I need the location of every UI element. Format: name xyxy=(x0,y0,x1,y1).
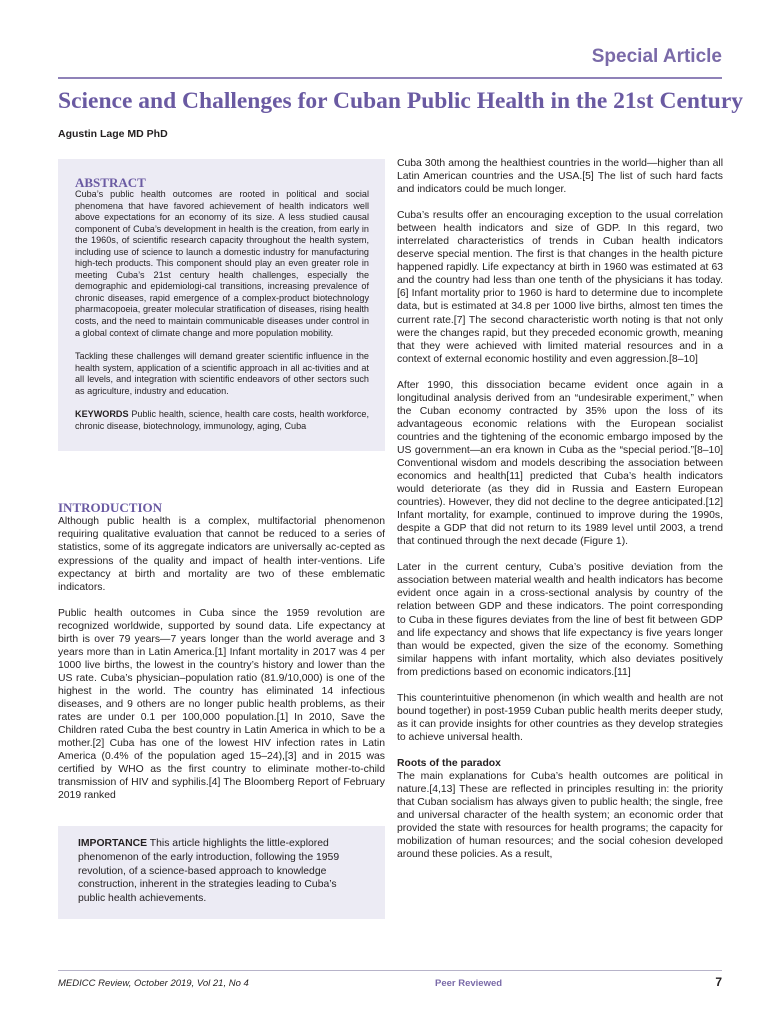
footer-peer-reviewed: Peer Reviewed xyxy=(435,978,503,989)
abstract-paragraph: Tackling these challenges will demand greater scientific influence in the health system, application of a scientific approach in all ac-tivities and at all levels, and integration with scientific endeavors of other sectors such as agriculture, industry and education. xyxy=(75,351,369,396)
body-paragraph: Cuba 30th among the healthiest countries in the world—higher than all Latin American countries and the USA.[5] The list of such hard facts and indicators could be much longer. xyxy=(397,158,723,196)
body-paragraph: This counterintuitive phenomenon (in which wealth and health are not bound together) in post-1959 Cuban public health merits deeper study, as it can provide insights for other countries as they develop strategies to achieve universal health. xyxy=(397,692,723,743)
left-column xyxy=(58,159,385,919)
footer-journal: MEDICC Review, October 2019, Vol 21, No 4 xyxy=(58,978,249,989)
keywords xyxy=(75,409,369,432)
importance-box xyxy=(58,826,385,919)
author-line: Agustin Lage MD PhD xyxy=(58,128,168,140)
section-label: Special Article xyxy=(591,46,722,67)
importance-body: This article highlights the little-explored phenomenon of the early introduction, following the 1959 revolution, of a science-based approach to knowledge construction, inherent in the strategies leading to Cuba’s public health achievements. xyxy=(78,838,340,904)
body-paragraph: Cuba’s results offer an encouraging exception to the usual correlation between health indicators and size of GDP. In this regard, two interrelated characteristics of trends in Cuban health indicators deserve special mention. The first is that changes in the health picture happened rapidly. Life expectancy at birth in 1960 was estimated at 63 and the country had less than one tenth of the physicians it has today.[6] Infant mortality prior to 1960 is hard to determine due to incomplete data, but is estimated at 34.8 per 1000 live births, almost ten times the current rate.[7] The second characteristic worth noting is that not only were the changes rapid, but they preceded economic growth, meaning that they were achieved with limited material resources and in a context of external economic hostility and even aggression.[8–10] xyxy=(397,210,723,365)
page-number: 7 xyxy=(715,975,722,989)
header-rule xyxy=(58,77,722,79)
intro-paragraph: Public health outcomes in Cuba since the 1959 revolution are recognized worldwide, supported by sound data. Life expectancy at birth is over 79 years—7 years longer than the world average and 3 years more than in Latin America.[1] Infant mortality in 2017 was 4 per 1000 live births, the lowest in the country’s history and lower than the US rate. Cuba’s physician–population ratio (81.9/10,000) is one of the highest in the world. The country has eliminated 14 infectious diseases, and 9 others are no longer public health problems, as their rates are under 0.1 per 100,000 population.[1] In 2010, Save the Children rated Cuba the best country in Latin America in which to be a mother.[2] Cuba has one of the lowest HIV infection rates in Latin America (0.4% of the population aged 15–24),[3] and in 2015 was certified by WHO as the first country to eliminate mother-to-child transmission of HIV and syphilis.[4] The Bloomberg Report of February 2019 ranked xyxy=(58,607,385,802)
roots-subheading: Roots of the paradox xyxy=(397,757,501,769)
right-column xyxy=(397,157,723,861)
introduction-heading: INTRODUCTION xyxy=(58,500,163,516)
abstract-heading: ABSTRACT xyxy=(75,175,146,190)
importance-text xyxy=(78,837,365,905)
article-title: Science and Challenges for Cuban Public Health in the 21st Century xyxy=(58,88,744,114)
keywords-text: Public health, science, health care costs, health workforce, chronic disease, biotechnology, immunology, aging, Cuba xyxy=(75,409,369,431)
body-paragraph: The main explanations for Cuba’s health outcomes are political in nature.[4,13] These are reflected in principles resulting in: the priority that Cuban socialism has always given to public health; the single, free and universal character of the health system; an economic order that provided the state with resources for health programs; the capacity for mobilization of human resources; and the social cohesion developed around these policies. As a result, xyxy=(397,770,723,861)
intro-paragraph: Although public health is a complex, multifactorial phenomenon requiring qualitative evaluation that cannot be reduced to a series of statistics, some of its aggregate indicators are universally ac-cepted as expressions of the quality and impact of health inter-ventions. Life expectancy at birth and mortality are two of these emblematic indicators. xyxy=(58,516,385,593)
abstract-box xyxy=(58,159,385,451)
importance-label: IMPORTANCE xyxy=(78,838,148,850)
body-paragraph: Later in the current century, Cuba’s positive deviation from the association between material wealth and health indicators has become evident once again in a cross-sectional analysis by country of the relation between GDP and these indicators. The point corresponding to Cuba in these figures deviates from the line of best fit between GDP and life expectancy and shows that life expectancy is five years longer than would be expected, given the size of the economy. Something similar happens with infant mortality, which also deviates positively from predictions based on economic indicators.[11] xyxy=(397,562,723,678)
footer-rule xyxy=(58,970,722,971)
abstract-paragraph: Cuba’s public health outcomes are rooted in political and social phenomena that have favored achievement of health indicators well above expectations for an economy of its size. A less studied causal component of Cuba’s development in health is the creation, from early in the 1960s, of scientific research capacity throughout the health system, including use of science to launch a domestic industry for manufacturing high-tech products. This component should play an even greater role in meeting Cuba’s 21st century health challenges, especially the demographic and epidemiologi-cal transitions, increasing prevalence of chronic diseases, rapid emergence of a complex-product biotechnology pharmacopoeia, greater molecular stratification of diseases, rising health costs, and the need to maintain communicable diseases under control in a global context of climate change and more population mobility. xyxy=(75,189,369,338)
body-paragraph: After 1990, this dissociation became evident once again in a longitudinal analysis derived from an “undesirable experiment,” when the Cuban economy contracted by 35% upon the loss of its advantageous economic relations with the European socialist countries and the tightening of the economic embargo imposed by the US government—an era known in Cuba as the “special period.”[8–10] Conventional wisdom and models describing the association between economics and health[11] predicted that Cuba’s health indicators would deteriorate (as they did in Russia and Eastern European countries). However, they did not decline to the degree anticipated.[12] Infant mortality, for example, continued to improve during the 1990s, despite a GDP that did not return to its 1989 level until 2003, a trend that continued through the next decade (Figure 1). xyxy=(397,379,723,548)
keywords-label: KEYWORDS xyxy=(75,409,129,420)
